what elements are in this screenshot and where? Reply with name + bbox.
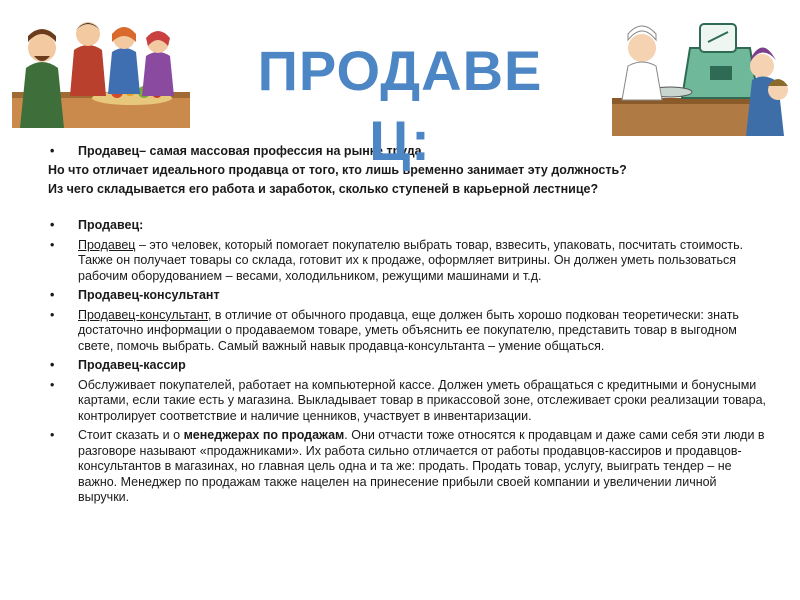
sales-manager-description xyxy=(48,428,768,506)
cashier-description: • Обслуживает покупателей, работает на компьютерной кассе. Должен уметь обращаться с кредитными и бонусными картами, если такие есть у магазина. Выкладывает товар в прикассовой зоне, отслеживает сроки реализации товара, контролирует соответствие и наличие ценников, участвует в инвентаризации. xyxy=(48,378,768,425)
heading-consultant: • Продавец-консультант xyxy=(48,288,768,304)
sales-manager-text: . Они отчасти тоже относятся к продавцам и даже сами себя эти люди в разговоре называют «продажниками». Их работа сильно отличается от работы продавцов-кассиров и продавцов-консультантов в магазинах, но главная цель одна и та же: продать. Продать товар, услугу, выиграть тендер – не важно. Менеджер по продажам также нацелен на принесение прибыли своей компании и увеличении личной выручки. xyxy=(78,428,765,504)
intro-bullet: • Продавец– самая массовая профессия на рынке труда. xyxy=(48,142,768,161)
market-vendors-illustration xyxy=(12,6,190,128)
page-title: ПРОДАВЕЦ: xyxy=(257,39,543,172)
sales-manager-prefix: Стоит сказать и о xyxy=(78,428,184,442)
sales-manager-term: менеджерах по продажам xyxy=(183,428,345,442)
shop-counter-illustration xyxy=(612,10,790,136)
intro-question-1: Но что отличает идеального продавца от того, кто лишь временно занимает эту должность? xyxy=(48,163,627,177)
seller-text: – это человек, который помогает покупателю выбрать товар, взвесить, упаковать, посчитать стоимость. Также он получает товары со склада, готовит их к продаже, оформляет витрины. Он должен уметь пользоваться рабочим оборудованием – весами, холодильником, режущими машинами и т.д. xyxy=(78,237,744,283)
seller-description xyxy=(48,238,768,285)
heading-seller: • Продавец: xyxy=(48,218,768,234)
heading-cashier: • Продавец-кассир xyxy=(48,358,768,374)
consultant-term[interactable]: Продавец-консультант xyxy=(78,307,208,322)
content-list xyxy=(48,218,768,510)
consultant-text: , в отличие от обычного продавца, еще должен быть хорошо подкован теоретически: знать достаточно информации о продаваемом товаре, уметь объяснить ее покупателю, представить товар в выгодном свете, помочь выбрать. Самый важный навык продавца-консультанта – умение общаться. xyxy=(78,307,739,353)
seller-term[interactable]: Продавец xyxy=(78,237,136,252)
consultant-description xyxy=(48,308,768,355)
intro-question-2: Из чего складывается его работа и заработок, сколько ступеней в карьерной лестнице? xyxy=(48,182,599,196)
